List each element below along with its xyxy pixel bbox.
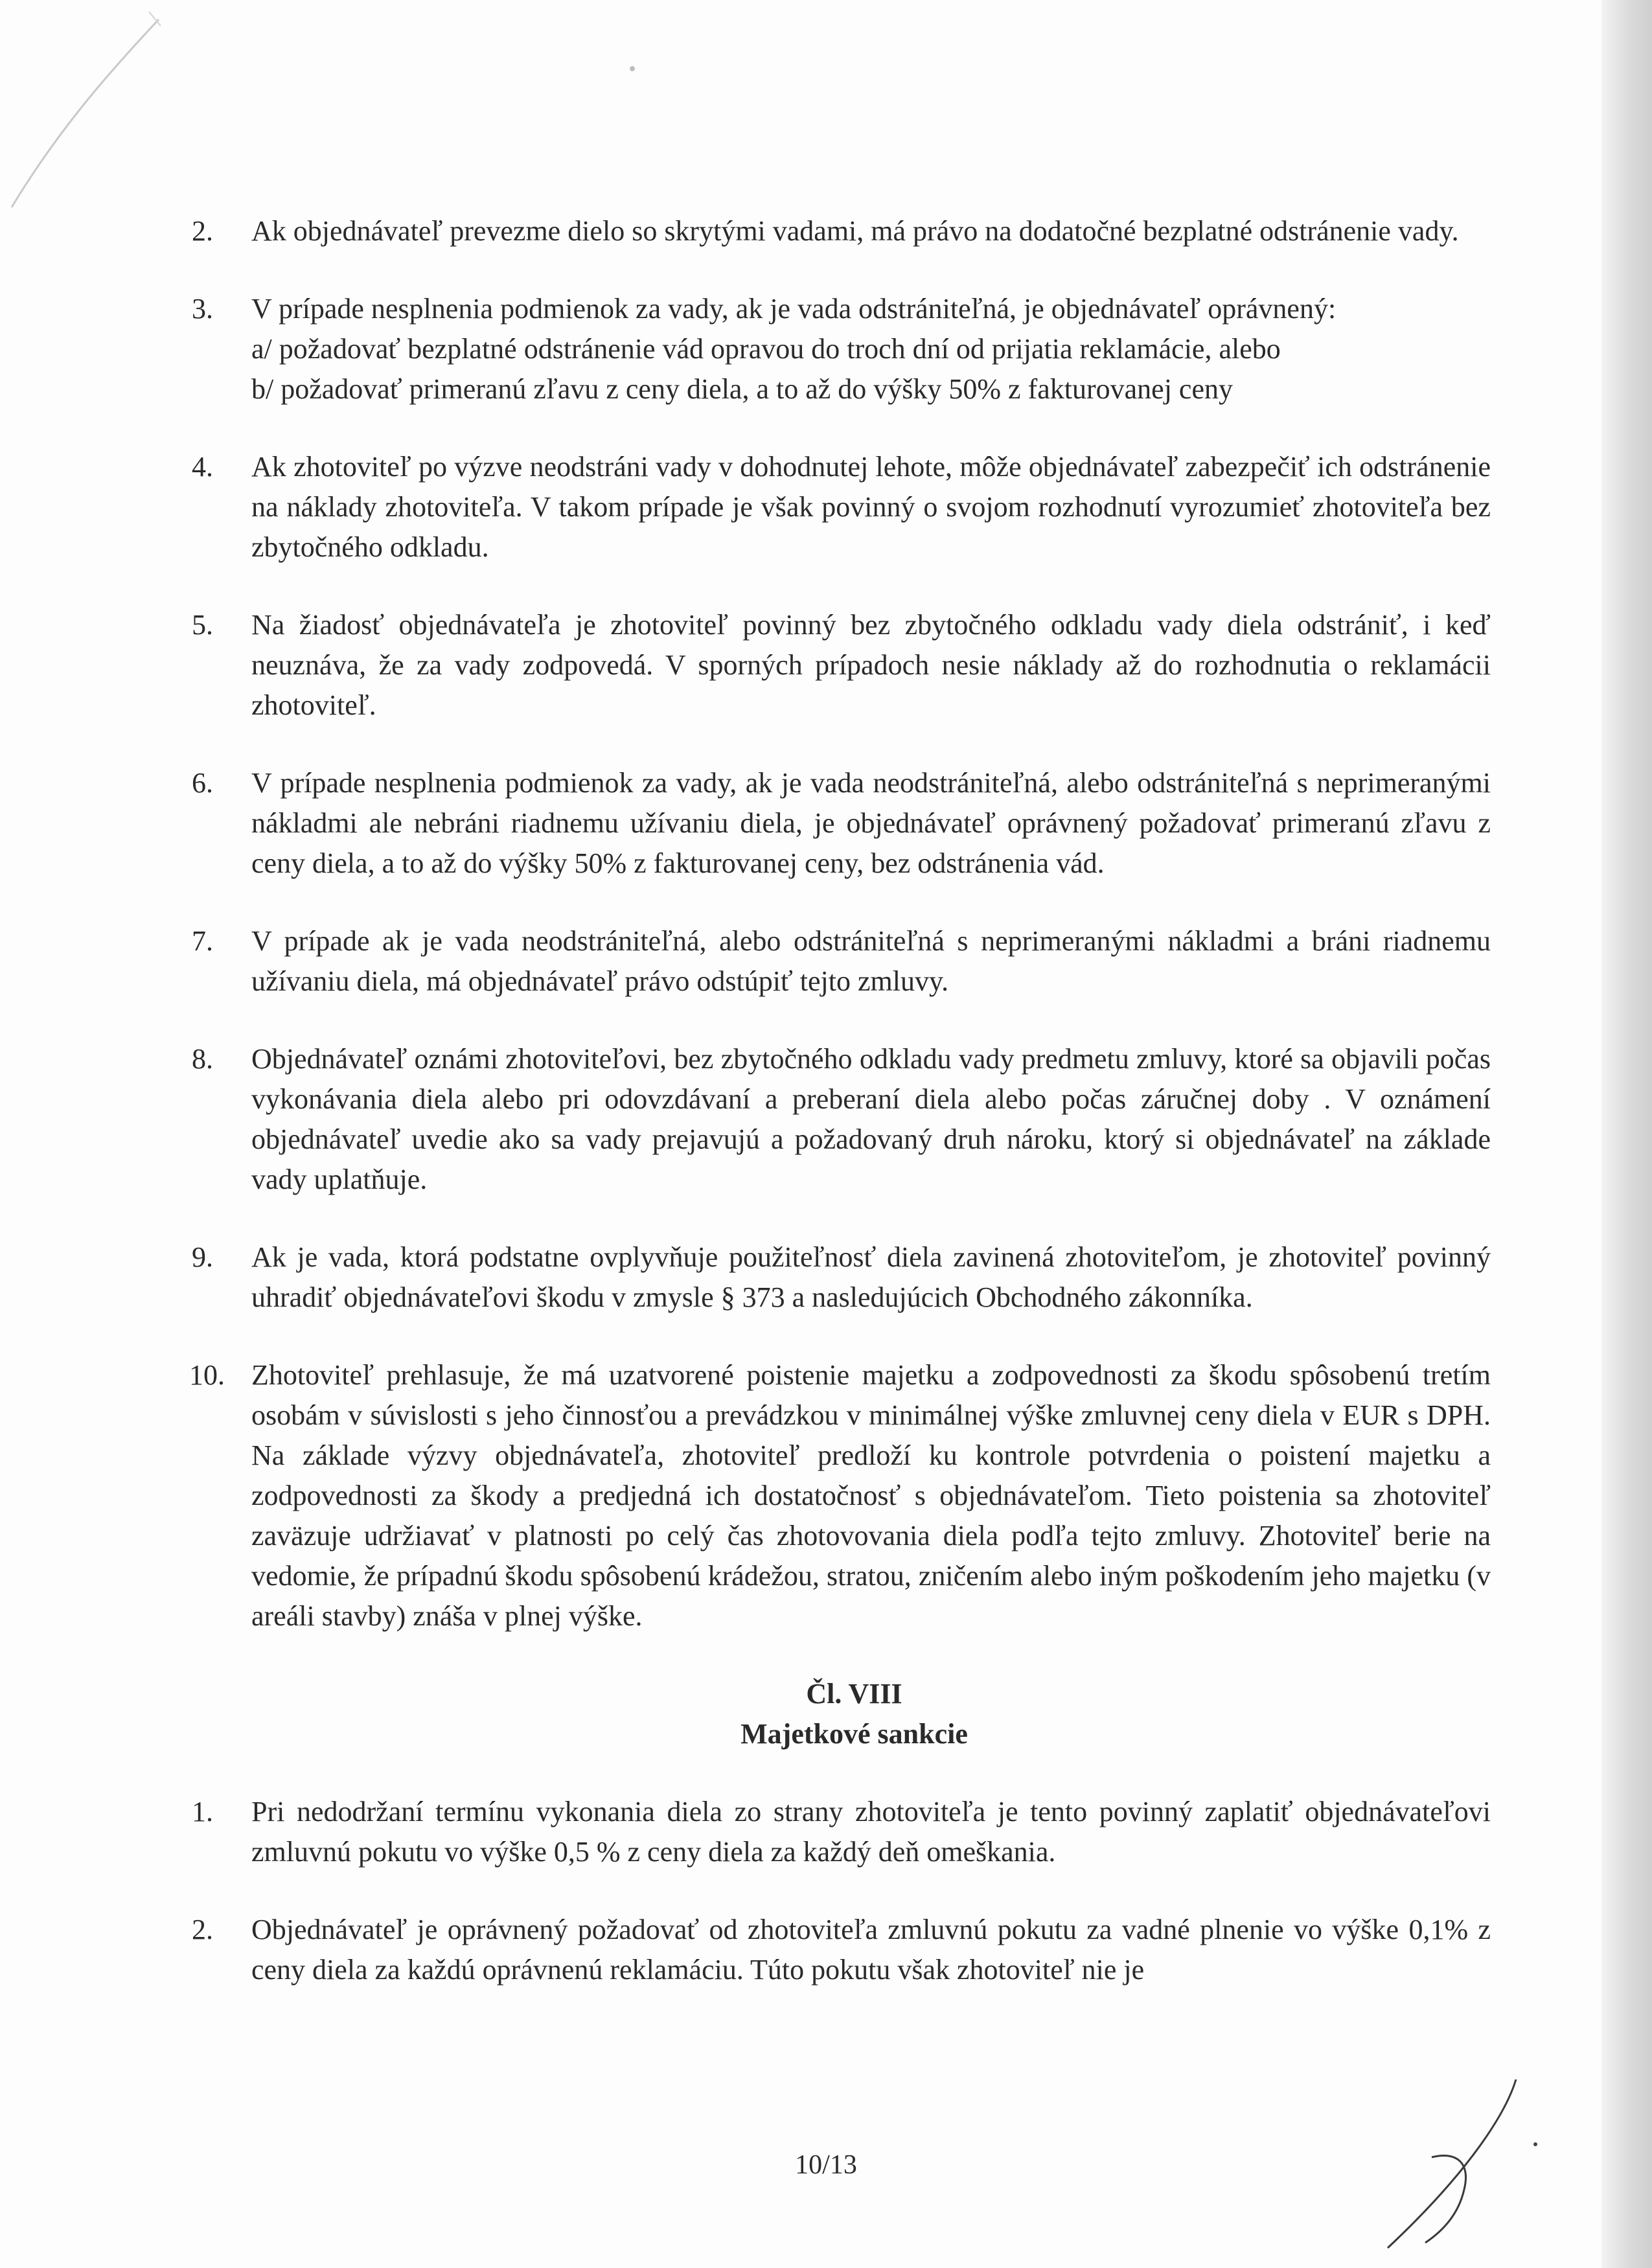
page-number: 10/13 xyxy=(795,2150,857,2180)
clause-number: 5. xyxy=(192,609,213,641)
clause-text: Objednávateľ oznámi zhotoviteľovi, bez zbytočného odkladu vady predmetu zmluvy, ktoré sa objavili počas vykonávania diela alebo pri odovzdávaní a preberaní diela alebo počas záručnej doby . V oznámení objednávateľ uvedie ako sa vady prejavujú a požadovaný druh nároku, ktorý si objednávateľ na základe vady uplatňuje. xyxy=(251,1043,1491,1195)
clause-text: V prípade ak je vada neodstrániteľná, alebo odstrániteľná s neprimeranými nákladmi a bráni riadnemu užívaniu diela, má objednávateľ právo odstúpiť tejto zmluvy. xyxy=(251,925,1491,997)
clause-text: Pri nedodržaní termínu vykonania diela zo strany zhotoviteľa je tento povinný zaplatiť objednávateľovi zmluvnú pokutu vo výške 0,5 % z ceny diela za každý deň omeškania. xyxy=(251,1796,1491,1868)
clause-item xyxy=(192,289,1491,409)
clause-text: V prípade nesplnenia podmienok za vady, ak je vada neodstrániteľná, alebo odstrániteľná s neprimeranými nákladmi ale nebráni riadnemu užívaniu diela, je objednávateľ oprávnený požadovať primeranú zľavu z ceny diela, a to až do výšky 50% z fakturovanej ceny, bez odstránenia vád. xyxy=(251,767,1491,879)
section-title: Majetkové sankcie xyxy=(740,1718,968,1750)
clause-item xyxy=(192,921,1491,1002)
clause-number: 1. xyxy=(192,1796,213,1827)
clause-text: Na žiadosť objednávateľa je zhotoviteľ povinný bez zbytočného odkladu vady diela odstrániť, i keď neuznáva, že za vady zodpovedá. V sporných prípadoch nesie náklady až do rozhodnutia o reklamácii zhotoviteľ. xyxy=(251,609,1491,721)
handwritten-signature xyxy=(1380,2060,1542,2254)
section-number: Čl. VIII xyxy=(806,1678,902,1710)
scan-edge-shadow xyxy=(1601,0,1652,2268)
clause-text: Ak je vada, ktorá podstatne ovplyvňuje použiteľnosť diela zavinená zhotoviteľom, je zhotoviteľ povinný uhradiť objednávateľovi škodu v zmysle § 373 a nasledujúcich Obchodného zákonníka. xyxy=(251,1241,1491,1313)
clause-list-sanctions xyxy=(192,1792,1491,1990)
clause-number: 4. xyxy=(192,451,213,483)
clause-item xyxy=(189,1355,1491,1636)
clause-number: 2. xyxy=(192,215,213,247)
clause-list-continued xyxy=(189,211,1491,1636)
clause-item xyxy=(192,447,1491,567)
clause-item xyxy=(192,1237,1491,1318)
clause-number: 8. xyxy=(192,1043,213,1075)
clause-number: 3. xyxy=(192,293,213,325)
clause-item xyxy=(192,211,1491,251)
clause-item xyxy=(192,605,1491,726)
clause-text: Ak objednávateľ prevezme dielo so skrytými vadami, má právo na dodatočné bezplatné odstránenie vady. xyxy=(251,215,1459,247)
clause-item xyxy=(192,1039,1491,1200)
clause-number: 6. xyxy=(192,767,213,799)
clause-number: 2. xyxy=(192,1914,213,1945)
clause-item xyxy=(192,763,1491,884)
section-heading xyxy=(192,1674,1491,1754)
corner-fold-mark xyxy=(0,0,168,259)
clause-number: 7. xyxy=(192,925,213,957)
clause-text: Ak zhotoviteľ po výzve neodstráni vady v dohodnutej lehote, môže objednávateľ zabezpečiť ich odstránenie na náklady zhotoviteľa. V takom prípade je však povinný o svojom rozhodnutí vyrozumieť zhotoviteľa bez zbytočného odkladu. xyxy=(251,451,1491,563)
scan-speck xyxy=(630,66,635,71)
clause-item xyxy=(192,1910,1491,1990)
clause-text: V prípade nesplnenia podmienok za vady, ak je vada odstrániteľná, je objednávateľ oprávnený: xyxy=(251,293,1337,325)
clause-sub-item: a/ požadovať bezplatné odstránenie vád opravou do troch dní od prijatia reklamácie, alebo xyxy=(251,333,1281,365)
clause-text: Zhotoviteľ prehlasuje, že má uzatvorené poistenie majetku a zodpovednosti za škodu spôsobenú tretím osobám v súvislosti s jeho činnosťou a prevádzkou v minimálnej výške zmluvnej ceny diela v EUR s DPH. Na základe výzvy objednávateľa, zhotoviteľ predloží ku kontrole potvrdenia o poistení majetku a zodpovednosti za škody a predjedná ich dostatočnosť s objednávateľom. Tieto poistenia sa zhotoviteľ zaväzuje udržiavať v platnosti po celý čas zhotovovania diela podľa tejto zmluvy. Zhotoviteľ berie na vedomie, že prípadnú škodu spôsobenú krádežou, stratou, zničením alebo iným poškodením jeho majetku (v areáli stavby) znáša v plnej výške. xyxy=(251,1359,1491,1632)
clause-text: Objednávateľ je oprávnený požadovať od zhotoviteľa zmluvnú pokutu za vadné plnenie vo výške 0,1% z ceny diela za každú oprávnenú reklamáciu. Túto pokutu však zhotoviteľ nie je xyxy=(251,1914,1491,1986)
clause-sub-item: b/ požadovať primeranú zľavu z ceny diela, a to až do výšky 50% z fakturovanej ceny xyxy=(251,373,1233,405)
clause-item xyxy=(192,1792,1491,1872)
clause-number: 9. xyxy=(192,1241,213,1273)
clause-number: 10. xyxy=(189,1359,225,1391)
document-body xyxy=(189,211,1491,2028)
